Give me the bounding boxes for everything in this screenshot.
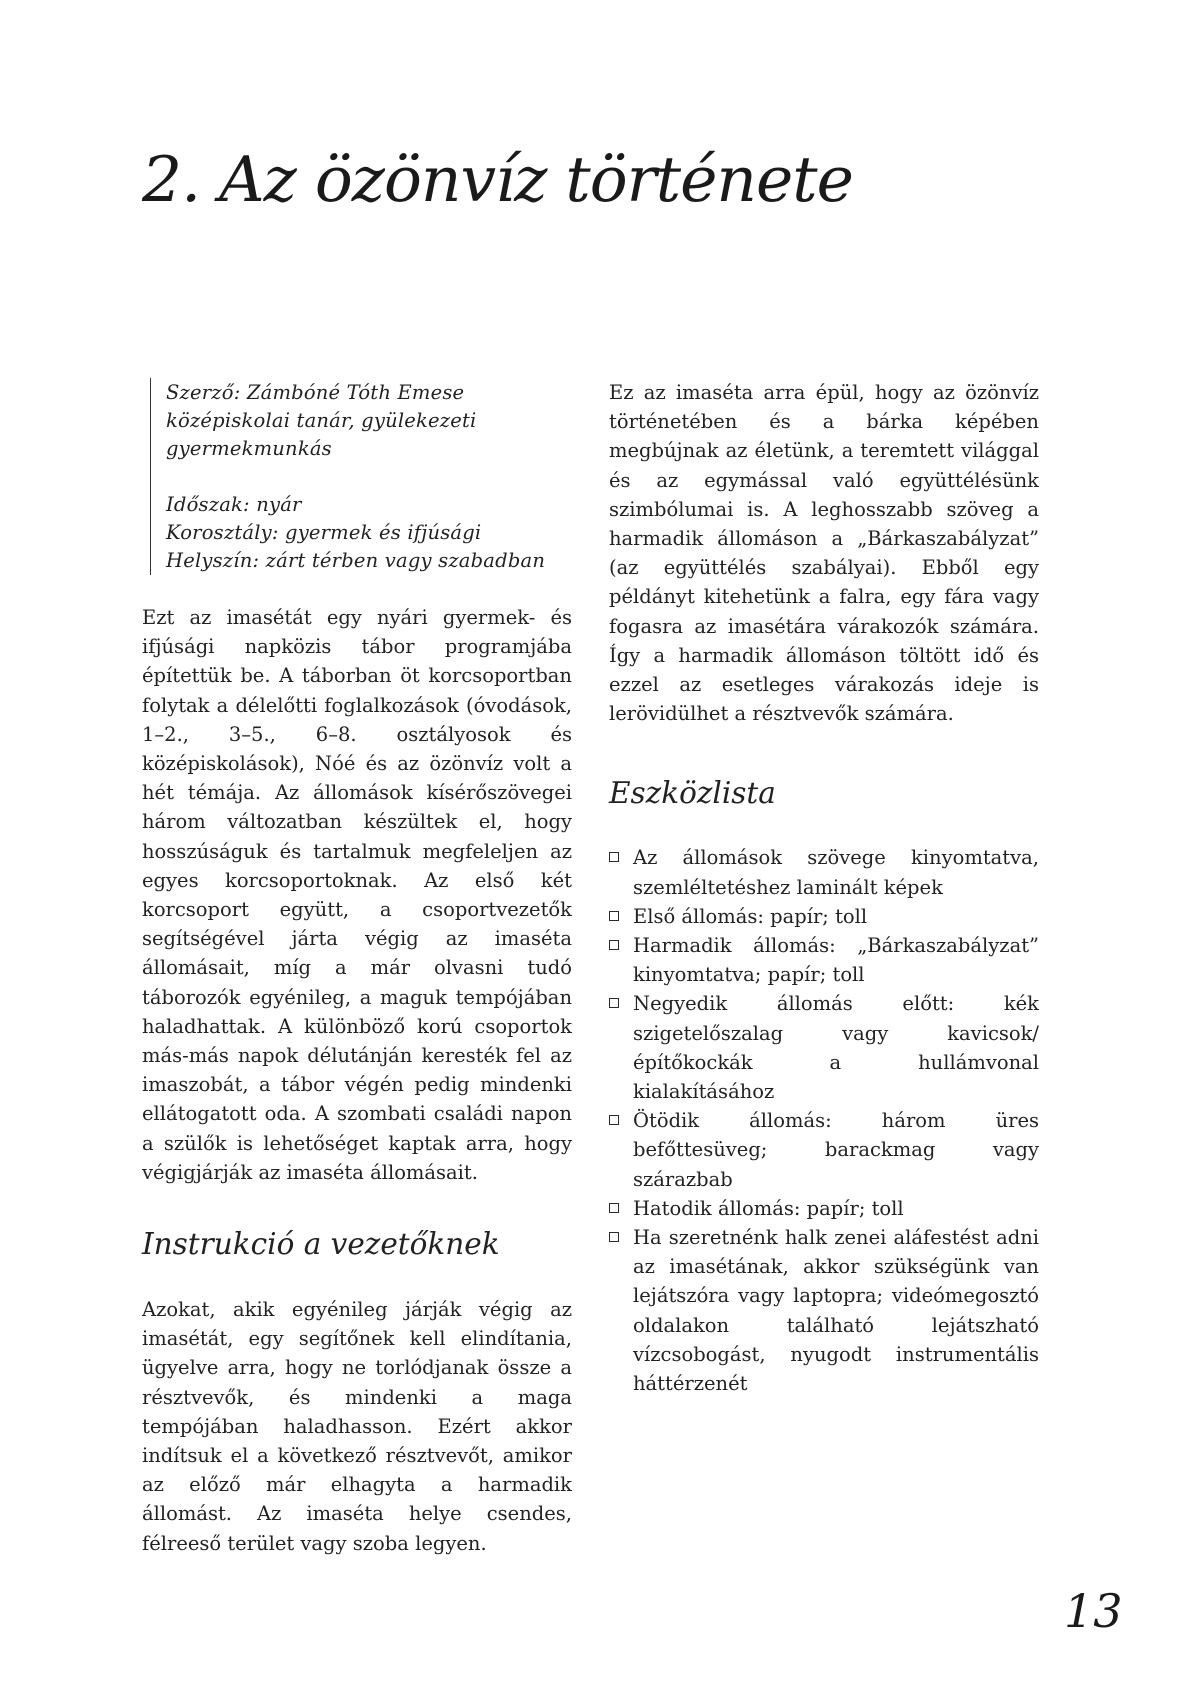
age-group-line: Korosztály: gyermek és ifjúsági (166, 521, 482, 544)
list-item-text: Első állomás: papír; toll (633, 904, 868, 928)
period-line: Időszak: nyár (166, 493, 302, 516)
list-item-text: Hatodik állomás: papír; toll (633, 1196, 904, 1220)
list-item-text: Ötödik állomás: három üres befőttesüveg; barackmag vagy szárazbab (633, 1109, 1039, 1191)
author-line: Szerző: Zámbóné Tóth Emese (166, 381, 465, 404)
intro-paragraph: Ezt az imasétát egy nyári gyermek- és ifjúsági napközis tábor programjába építettük be. A táborban öt korcsoportban folytak a délelőtti foglalkozások (óvodások, 1–2., 3–5., 6–8. osztályosok és középiskolások), Nóé és az özönvíz volt a hét témája. Az állomások kísérőszövegei három változatban készültek el, hogy hosszúságuk és tartalmuk megfeleljen az egyes korcsoportoknak. Az első két korcsoport együtt, a csoportvezetők segítségével járta végig az imaséta állomásait, míg a már olvasni tudó táborozók egyénileg, a maguk tempójában haladhattak. A különböző korú csoportok más-más napok délutánján keresték fel az imaszobát, a tábor végén pedig mindenki ellátogatott oda. A szombati családi napon a szülők is lehetőséget kaptak arra, hogy végigjárják az imaséta állomásait. (142, 606, 572, 1184)
list-item (609, 1106, 1039, 1194)
instructions-heading: Instrukció a vezetőknek (142, 1227, 500, 1262)
list-item-text: Negyedik állomás előtt: kék szigetelőszalag vagy kavicsok/építőkockák a hullámvonal kialakításához (633, 992, 1039, 1104)
checkbox-icon (609, 1115, 619, 1125)
list-item (609, 1223, 1039, 1398)
checkbox-icon (609, 1203, 619, 1213)
page-number: 13 (1064, 1584, 1123, 1638)
right-column (609, 378, 1039, 1398)
equipment-heading: Eszközlista (609, 776, 776, 811)
right-intro-paragraph: Ez az imaséta arra épül, hogy az özönvíz történetében és a bárka képében megbújnak az életünk, a teremtett világgal és az egymással való együttélésünk szimbólumai is. A leghosszabb szöveg a harmadik állomáson a „Bárkaszabályzat” (az együttélés szabályai). Ebből egy példányt kitehetünk a falra, egy fára vagy fogasra az imasétára várakozók számára. Így a harmadik állomáson töltött idő és ezzel az esetleges várakozás ideje is lerövidülhet a résztvevők számára. (609, 381, 1039, 726)
author-line: középiskolai tanár, gyülekezeti (166, 409, 477, 432)
list-item-text: Harmadik állomás: „Bárkaszabályzat” kinyomtatva; papír; toll (633, 934, 1039, 987)
list-item (609, 902, 1039, 931)
list-item (609, 989, 1039, 1106)
list-item (609, 843, 1039, 901)
location-line: Helyszín: zárt térben vagy szabadban (166, 549, 546, 572)
list-item (609, 931, 1039, 989)
instructions-paragraph: Azokat, akik egyénileg járják végig az imasétát, egy segítőnek kell elindítania, ügyelve arra, hogy ne torlódjanak össze a résztvevők, és mindenki a maga tempójában haladhasson. Ezért akkor indítsuk el a következő résztvevőt, amikor az előző már elhagyta a harmadik állomást. Az imaséta helye csendes, félreeső terület vagy szoba legyen. (142, 1298, 572, 1555)
list-item (609, 1194, 1039, 1223)
left-column (142, 378, 572, 1558)
checkbox-icon (609, 940, 619, 950)
checkbox-icon (609, 998, 619, 1008)
checkbox-icon (609, 911, 619, 921)
checkbox-icon (609, 852, 619, 862)
author-line: gyermekmunkás (166, 437, 332, 460)
page-title: 2. Az özönvíz története (142, 143, 853, 216)
checkbox-icon (609, 1232, 619, 1242)
list-item-text: Ha szeretnénk halk zenei aláfestést adni az imasétának, akkor szükségünk van lejátszóra vagy laptopra; videómegosztó oldalakon található lejátszható vízcsobogást, nyugodt instrumentális háttérzenét (633, 1226, 1039, 1396)
equipment-list (609, 843, 1039, 1398)
metadata-box (150, 378, 572, 575)
list-item-text: Az állomások szövege kinyomtatva, szemléltetéshez laminált képek (633, 846, 1039, 899)
